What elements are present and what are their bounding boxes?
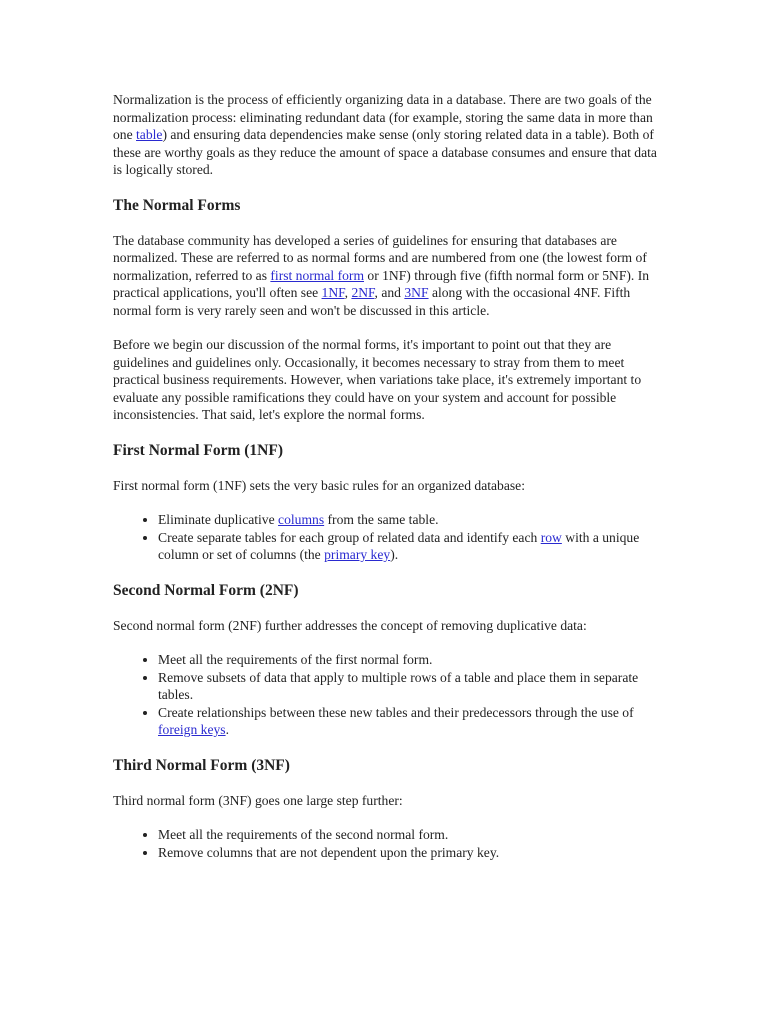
first-nf-item1-text-1: Eliminate duplicative	[158, 512, 279, 527]
nf-sep-1: ,	[344, 285, 352, 300]
link-2nf[interactable]: 2NF	[351, 285, 375, 300]
intro-text-1: Normalization is the process of efficiently organizing data in a database. There are two goals of the normalization process: eliminating redundant data (for example, storing the same data in more than one	[113, 92, 653, 142]
link-table[interactable]: table	[136, 127, 163, 142]
heading-second-normal-form: Second Normal Form (2NF)	[113, 581, 299, 599]
link-first-normal-form[interactable]: first normal form	[270, 267, 365, 283]
second-nf-intro: Second normal form (2NF) further addresses the concept of removing duplicative data:	[113, 617, 587, 633]
normal-forms-paragraph-1	[113, 232, 668, 320]
list-item: • Remove subsets of data that apply to multiple rows of a table and place them in separate tables.	[158, 669, 668, 704]
second-nf-list	[113, 651, 668, 739]
list-item: • Meet all the requirements of the second normal form.	[158, 826, 668, 844]
third-nf-intro: Third normal form (3NF) goes one large step further:	[113, 792, 403, 808]
first-nf-list	[113, 511, 668, 564]
heading-normal-forms: The Normal Forms	[113, 196, 241, 214]
list-item	[158, 529, 668, 564]
list-item	[158, 704, 668, 739]
first-nf-item2-text-3: ).	[390, 547, 399, 562]
normal-forms-paragraph-2: Before we begin our discussion of the normal forms, it's important to point out that they are guidelines and guidelines only. Occasionally, it becomes necessary to stray from them to meet practical business requirements. However, when variations take place, it's extremely important to evaluate any possible ramifications they could have on your system and account for possible inconsistencies. That said, let's explore the normal forms.	[113, 337, 642, 422]
list-item	[158, 511, 668, 529]
first-nf-intro: First normal form (1NF) sets the very basic rules for an organized database:	[113, 477, 525, 493]
heading-third-normal-form: Third Normal Form (3NF)	[113, 756, 290, 774]
nf-sep-2: , and	[374, 285, 405, 300]
second-nf-item3-text-2: .	[225, 722, 229, 737]
nf-text-3: along with the occasional 4NF. Fifth normal form is very rarely seen and won't be discussed in this article.	[113, 285, 631, 318]
first-nf-item1-text-2: from the same table.	[324, 512, 439, 527]
first-nf-item2-text-1: Create separate tables for each group of related data and identify each	[158, 529, 541, 545]
link-columns[interactable]: columns	[278, 512, 325, 527]
list-item: • Remove columns that are not dependent upon the primary key.	[158, 844, 668, 862]
link-1nf[interactable]: 1NF	[321, 285, 345, 300]
link-primary-key[interactable]: primary key	[324, 547, 391, 562]
link-row[interactable]: row	[540, 529, 562, 545]
link-foreign-keys[interactable]: foreign keys	[158, 722, 226, 737]
list-item: • Meet all the requirements of the first normal form.	[158, 651, 668, 669]
third-nf-list	[113, 826, 668, 861]
nf-text-2: or 1NF) through five (fifth normal form or 5NF). In practical applications, you'll often see	[113, 267, 650, 300]
nf-text-1: The database community has developed a series of guidelines for ensuring that databases are normalized. These are referred to as normal forms and are numbered from one (the lowest form of normalization, referred to as	[113, 232, 647, 283]
heading-first-normal-form: First Normal Form (1NF)	[113, 441, 284, 459]
first-nf-item2-text-2: with a unique column or set of columns (the	[158, 529, 640, 562]
intro-paragraph	[113, 91, 668, 179]
second-nf-item3-text-1: Create relationships between these new tables and their predecessors through the use of	[158, 704, 634, 720]
intro-text-2: ) and ensuring data dependencies make sense (only storing related data in a table). Both of these are worthy goals as they reduce the amount of space a database consumes and ensure that data is logically stored.	[113, 127, 657, 177]
link-3nf[interactable]: 3NF	[404, 285, 429, 300]
